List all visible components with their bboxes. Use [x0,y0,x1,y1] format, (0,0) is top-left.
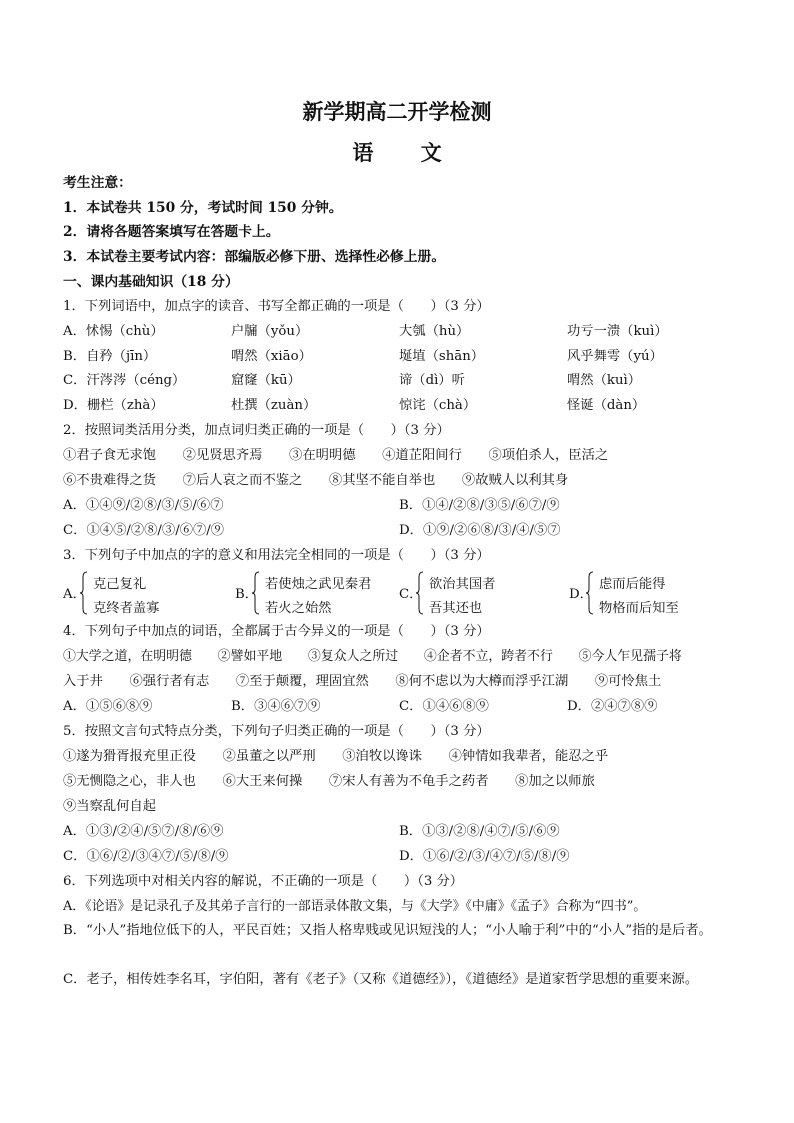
option-row [63,347,743,367]
option-row [63,822,743,842]
sentence: 克己复礼 [93,577,147,592]
subject-title: 语 文 [352,140,462,165]
option-a: A．《论语》是记录孔子及其弟子言行的一部语录体散文集，与《大学》《中庸》《孟子》合称为“四书”。 [63,899,647,914]
sentence: 物格而后知至 [599,601,679,616]
question-stem: 1．下列词语中，加点字的读音、书写全都正确的一项是（ ）（3 分） [63,299,490,314]
sentence: 虑而后能得 [599,577,666,592]
option-row [63,521,743,541]
option-a: A．①⑤⑥⑧⑨ [63,699,153,714]
notice-item: 1．本试卷共 150 分，考试时间 150 分钟。 [63,200,343,216]
option-row [63,847,743,867]
option-cell: 风乎舞雩（yú） [567,349,663,364]
option-cell: C．汗涔涔（céng） [63,373,186,388]
option-row [63,496,743,516]
sentence: 欲治其国者 [429,577,496,592]
brace-icon [79,571,88,615]
option-row [63,371,743,391]
option-b: B．③④⑥⑦⑨ [231,699,321,714]
option-b: B．“小人”指地位低下的人，平民百姓；又指人格卑贱或见识短浅的人；“小人喻于利”中的“小人”指的是后者。 [63,923,712,938]
option-cell: B．自矜（jīn） [63,349,157,364]
option-c: C．①④⑥⑧⑨ [399,699,489,714]
option-b: B．①④/②⑧/③⑤/⑥⑦/⑨ [399,498,560,513]
question-items: ⑨当察乱何自起 [63,799,157,814]
sentence: 若使烛之武见秦君 [265,577,372,592]
option-cell: 谛（dì）听 [399,373,465,388]
option-cell: 喟然（xiāo） [231,349,312,364]
option-cell: A．怵惕（chù） [63,324,164,339]
option-cell: 窟窿（kū） [231,373,301,388]
option-label: C． [399,587,423,602]
option-row [63,322,743,342]
notice-item: 3．本试卷主要考试内容：部编版必修下册、选择性必修上册。 [63,249,446,265]
option-c: C．①④⑤/②⑧/③/⑥⑦/⑨ [63,523,225,538]
brace-icon [415,571,424,615]
option-cell: 喟然（kuì） [567,373,642,388]
option-cell: 怪诞（dàn） [567,398,646,413]
option-cell: D．栅栏（zhà） [63,398,164,413]
question-stem: 6．下列选项中对相关内容的解说，不正确的一项是（ ）（3 分） [63,874,464,889]
option-c: C．①⑥/②/③④⑦/⑤/⑧/⑨ [63,849,229,864]
notice-item: 2．请将各题答案填写在答题卡上。 [63,224,280,240]
sentence: 克终者盖寡 [93,601,160,616]
question-stem: 3．下列句子中加点的字的意义和用法完全相同的一项是（ ）（3 分） [63,548,490,563]
section-heading: 一、课内基础知识（18 分） [63,274,239,290]
question-items: ⑤无恻隐之心，非人也 ⑥大王来何操 ⑦宋人有善为不龟手之药者 ⑧加之以师旅 [63,774,595,789]
option-cell: 功亏一溃（kuì） [567,324,668,339]
option-label: D． [569,587,593,602]
question-items: ①大学之道，在明明德 ②譬如平地 ③复众人之所过 ④企者不立，跨者不行 ⑤今人乍见孺子将 [63,649,682,664]
sentence: 吾其还也 [429,601,483,616]
option-cell: 户牖（yǒu） [231,324,309,339]
question-stem: 2．按照词类活用分类，加点词归类正确的一项是（ ）（3 分） [63,423,450,438]
option-cell: 惊诧（chà） [399,398,477,413]
option-d: D．①⑨/②⑥⑧/③/④/⑤⑦ [399,523,561,538]
option-d: D．②④⑦⑧⑨ [567,699,658,714]
option-c: C．老子，相传姓李名耳，字伯阳，著有《老子》（又称《道德经》），《道德经》是道家哲学思想的重要来源。 [63,972,699,987]
brace-icon [585,571,594,615]
brace-icon [251,571,260,615]
question-items: 入于井 ⑥强行者有志 ⑦至于颠覆，理固宜然 ⑧何不虑以为大樽而浮乎江湖 ⑨可怜焦土 [63,674,662,689]
option-label: A． [63,587,86,602]
option-d: D．①⑥/②/③/④⑦/⑤/⑧/⑨ [399,849,570,864]
bracket-options [63,571,743,617]
sentence: 若火之始然 [265,601,332,616]
option-a: A．①③/②④/⑤⑦/⑧/⑥⑨ [63,824,224,839]
question-items: ①君子食无求饱 ②见贤思齐焉 ③在明明德 ④道芷阳间行 ⑤项伯杀人，臣活之 [63,448,609,463]
question-stem: 4．下列句子中加点的词语，全都属于古今异义的一项是（ ）（3 分） [63,624,490,639]
option-cell: 埏埴（shān） [399,349,485,364]
question-items: ⑥不贵难得之货 ⑦后人哀之而不鉴之 ⑧其坚不能自举也 ⑨故贼人以利其身 [63,473,569,488]
option-b: B．①③/②⑧/④⑦/⑤/⑥⑨ [399,824,560,839]
option-label: B． [235,587,259,602]
question-items: ①遂为猾胥报充里正役 ②虽董之以严刑 ③洎牧以谗诛 ④钟情如我辈者，能忍之乎 [63,749,609,764]
exam-title: 新学期高二开学检测 [302,99,492,124]
option-cell: 杜撰（zuàn） [231,398,317,413]
question-stem: 5．按照文言句式特点分类，下列句子归类正确的一项是（ ）（3 分） [63,724,490,739]
option-a: A．①④⑨/②⑧/③/⑤/⑥⑦ [63,498,224,513]
notice-heading: 考生注意： [63,175,132,191]
option-cell: 大瓠（hù） [399,324,470,339]
option-row [63,697,743,717]
option-row [63,396,743,416]
